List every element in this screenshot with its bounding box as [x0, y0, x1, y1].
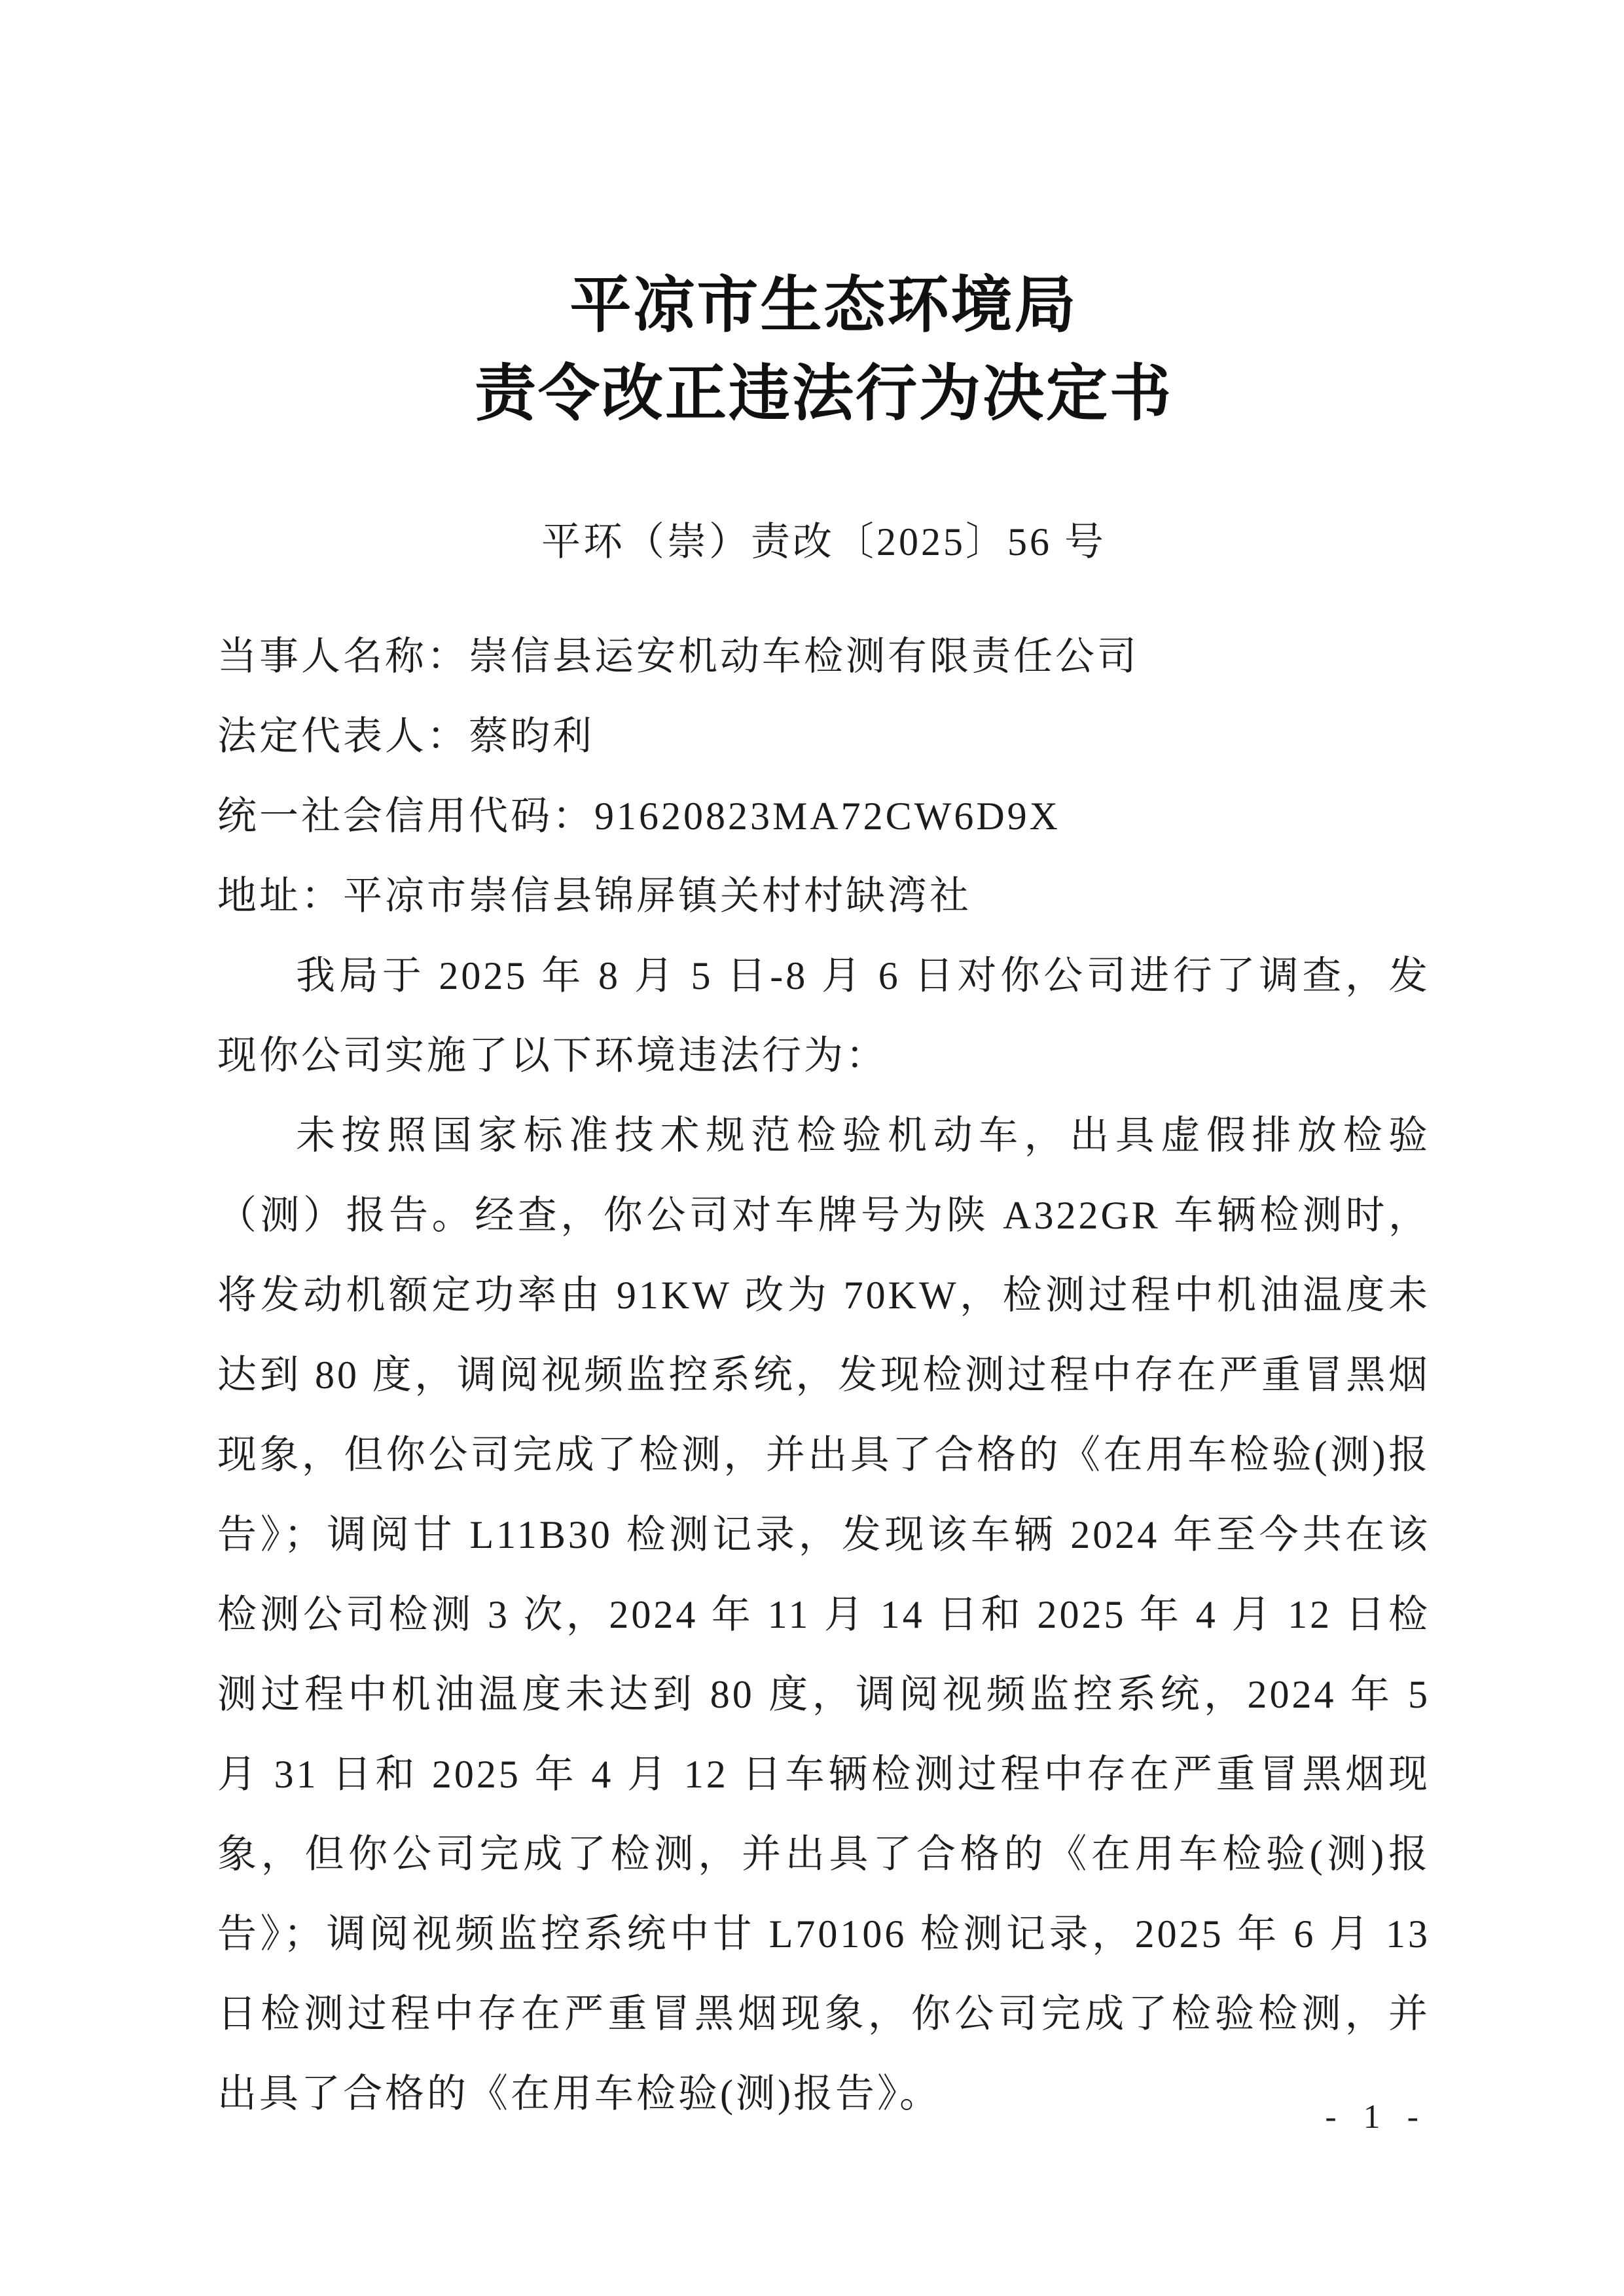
document-header — [217, 262, 1430, 572]
credit-code-line: 统一社会信用代码：91620823MA72CW6D9X — [217, 795, 1060, 838]
page-number: - 1 - — [1325, 2098, 1428, 2136]
document-title-line2: 责令改正违法行为决定书 — [474, 360, 1173, 428]
party-name-line: 当事人名称：崇信县运安机动车检测有限责任公司 — [217, 635, 1139, 678]
address-line: 地址：平凉市崇信县锦屏镇关村村缺湾社 — [217, 874, 971, 918]
investigation-paragraph: 我局于 2025 年 8 月 5 日-8 月 6 日对你公司进行了调查，发现你公司实施了以下环境违法行为： — [217, 954, 1430, 1077]
document-body — [217, 617, 1430, 2134]
page-footer — [1325, 2098, 1428, 2136]
legal-representative-line: 法定代表人：蔡昀利 — [217, 715, 594, 758]
violation-findings-paragraph: 未按照国家标准技术规范检验机动车，出具虚假排放检验（测）报告。经查，你公司对车牌号为陕 A322GR 车辆检测时，将发动机额定功率由 91KW 改为 70KW，检测过程中机油温度未达到 80 度，调阅视频监控系统，发现检测过程中存在严重冒黑烟现象，但你公司完成了检测，并出具了合格的《在用车检验(测)报告》；调阅甘 L11B30 检测记录，发现该车辆 2024 年至今共在该检测公司检测 3 次，2024 年 11 月 14 日和 2025 年 4 月 12 日检测过程中机油温度未达到 80 度，调阅视频监控系统，2024 年 5 月 31 日和 2025 年 4 月 12 日车辆检测过程中存在严重冒黑烟现象，但你公司完成了检测，并出具了合格的《在用车检验(测)报告》；调阅视频监控系统中甘 L70106 检测记录，2025 年 6 月 13 日检测过程中存在严重冒黑烟现象，你公司完成了检验检测，并出具了合格的《在用车检验(测)报告》。 — [217, 1114, 1430, 2115]
document-number: 平环（崇）责改〔2025〕56 号 — [541, 520, 1106, 564]
document-title-line1: 平凉市生态环境局 — [569, 272, 1078, 340]
